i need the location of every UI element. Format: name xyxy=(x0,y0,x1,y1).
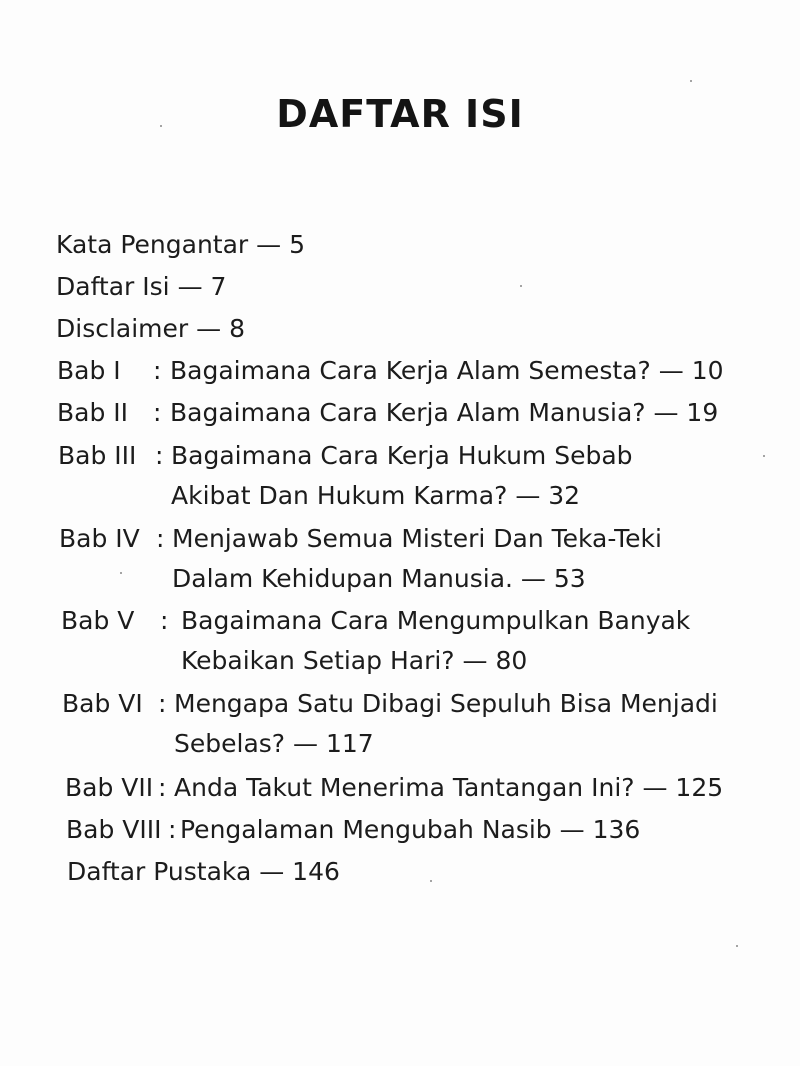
toc-separator: : xyxy=(156,524,165,553)
toc-chapter-title: Bagaimana Cara Kerja Hukum Sebab xyxy=(171,441,633,470)
toc-chapter-title: Bagaimana Cara Kerja Alam Manusia? — 19 xyxy=(170,398,719,427)
toc-entry-disclaimer: Disclaimer — 8 xyxy=(56,314,245,343)
toc-chapter-title: Pengalaman Mengubah Nasib — 136 xyxy=(180,815,641,844)
toc-chapter-title-cont: Kebaikan Setiap Hari? — 80 xyxy=(181,646,528,675)
scan-speck xyxy=(160,125,162,127)
scan-speck xyxy=(430,880,432,882)
scan-speck xyxy=(690,80,692,82)
toc-separator: : xyxy=(153,356,162,385)
toc-chapter-title-cont: Akibat Dan Hukum Karma? — 32 xyxy=(171,481,581,510)
toc-chapter-label: Bab III xyxy=(58,441,137,470)
scan-speck xyxy=(763,455,765,457)
toc-separator: : xyxy=(155,441,164,470)
toc-chapter-label: Bab VIII xyxy=(66,815,162,844)
page-title: DAFTAR ISI xyxy=(276,92,524,136)
toc-separator: : xyxy=(158,773,167,802)
toc-chapter-label: Bab I xyxy=(57,356,121,385)
toc-chapter-label: Bab VII xyxy=(65,773,154,802)
toc-separator: : xyxy=(168,815,177,844)
toc-chapter-title-cont: Sebelas? — 117 xyxy=(174,729,374,758)
toc-chapter-title: Anda Takut Menerima Tantangan Ini? — 125 xyxy=(174,773,724,802)
toc-entry-kata-pengantar: Kata Pengantar — 5 xyxy=(56,230,305,259)
toc-entry-daftar-pustaka: Daftar Pustaka — 146 xyxy=(67,857,340,886)
toc-chapter-label: Bab VI xyxy=(62,689,143,718)
toc-entry-daftar-isi: Daftar Isi — 7 xyxy=(56,272,227,301)
toc-chapter-label: Bab IV xyxy=(59,524,140,553)
scan-speck xyxy=(736,945,738,947)
toc-chapter-label: Bab II xyxy=(57,398,129,427)
toc-chapter-label: Bab V xyxy=(61,606,135,635)
scan-speck xyxy=(120,572,122,574)
toc-chapter-title: Bagaimana Cara Mengumpulkan Banyak xyxy=(181,606,691,635)
toc-chapter-title: Bagaimana Cara Kerja Alam Semesta? — 10 xyxy=(170,356,724,385)
scan-speck xyxy=(520,285,522,287)
toc-chapter-title: Menjawab Semua Misteri Dan Teka-Teki xyxy=(172,524,662,553)
toc-chapter-title: Mengapa Satu Dibagi Sepuluh Bisa Menjadi xyxy=(174,689,718,718)
toc-separator: : xyxy=(158,689,167,718)
toc-separator: : xyxy=(160,606,169,635)
toc-chapter-title-cont: Dalam Kehidupan Manusia. — 53 xyxy=(172,564,586,593)
toc-separator: : xyxy=(153,398,162,427)
